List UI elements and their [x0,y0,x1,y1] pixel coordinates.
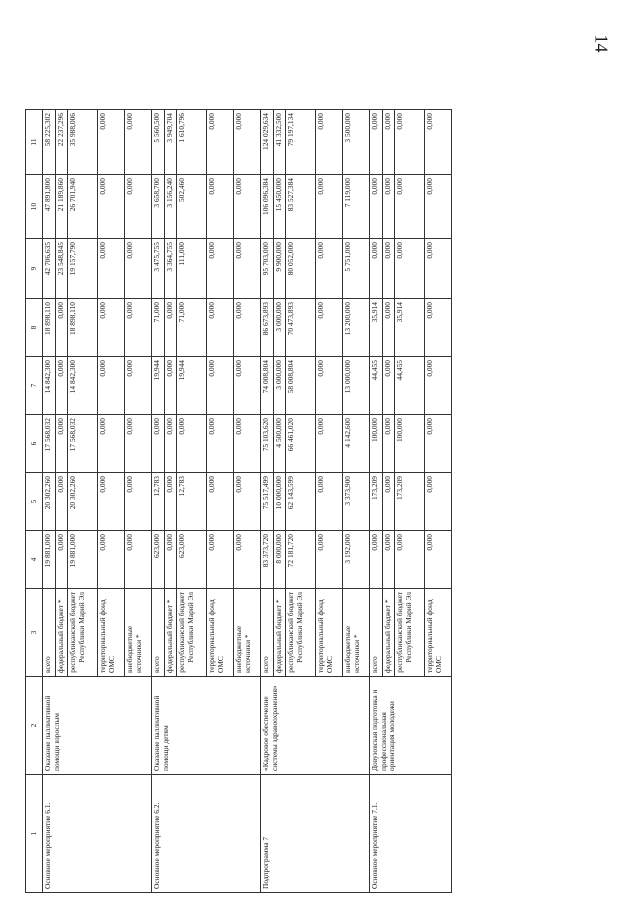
amount-cell: 0,000 [125,175,152,239]
amount-cell: 111,000 [177,239,207,299]
amount-cell: 0,000 [370,110,383,175]
measure-title-cell: Довузовская подготовка и профессиональная ориентация молодежи [370,677,452,775]
amount-cell: 0,000 [316,299,343,357]
amount-cell: 0,000 [425,110,452,175]
amount-cell: 12,783 [152,473,165,531]
amount-cell: 0,000 [234,239,261,299]
amount-cell: 58 225,302 [43,110,56,175]
amount-cell: 83 373,720 [261,531,274,589]
amount-cell: 26 701,940 [68,175,98,239]
amount-cell: 80 052,000 [286,239,316,299]
measure-code-cell: Основное мероприятие 6.1. [43,775,152,893]
column-header: 7 [26,357,43,415]
table-body [43,110,452,893]
funding-source-cell: внебюджетные источники * [125,589,152,677]
amount-cell: 0,000 [165,473,177,531]
funding-source-cell: территориальный фонд ОМС [425,589,452,677]
amount-cell: 100,000 [395,415,425,473]
amount-cell: 173,209 [395,473,425,531]
amount-cell: 0,000 [425,357,452,415]
measure-code-cell: Основное мероприятие 7.1. [370,775,452,893]
amount-cell: 10 000,000 [274,473,286,531]
amount-cell: 502,460 [177,175,207,239]
column-header: 1 [26,775,43,893]
column-header: 10 [26,175,43,239]
funding-source-cell: республиканский бюджет Республики Марий Эл [177,589,207,677]
amount-cell: 35,914 [370,299,383,357]
column-header: 8 [26,299,43,357]
amount-cell: 71,000 [152,299,165,357]
funding-source-cell: внебюджетные источники * [343,589,370,677]
amount-cell: 0,000 [165,299,177,357]
amount-cell: 1 610,796 [177,110,207,175]
amount-cell: 0,000 [370,531,383,589]
funding-source-cell: федеральный бюджет * [383,589,395,677]
amount-cell: 0,000 [395,531,425,589]
amount-cell: 5 751,000 [343,239,370,299]
amount-cell: 0,000 [395,175,425,239]
funding-source-cell: территориальный фонд ОМС [98,589,125,677]
amount-cell: 0,000 [98,175,125,239]
amount-cell: 0,000 [98,239,125,299]
amount-cell: 0,000 [234,110,261,175]
amount-cell: 0,000 [125,357,152,415]
amount-cell: 3 373,900 [343,473,370,531]
amount-cell: 0,000 [56,473,68,531]
amount-cell: 0,000 [177,415,207,473]
header-row [26,110,43,893]
amount-cell: 0,000 [125,531,152,589]
funding-source-cell: республиканский бюджет Республики Марий Эл [68,589,98,677]
amount-cell: 100,000 [370,415,383,473]
amount-cell: 19,944 [177,357,207,415]
amount-cell: 20 302,260 [68,473,98,531]
amount-cell: 19 881,000 [68,531,98,589]
amount-cell: 83 527,384 [286,175,316,239]
amount-cell: 0,000 [98,415,125,473]
amount-cell: 0,000 [395,110,425,175]
amount-cell: 0,000 [165,415,177,473]
column-header: 9 [26,239,43,299]
amount-cell: 47 891,800 [43,175,56,239]
amount-cell: 0,000 [383,531,395,589]
funding-source-cell: внебюджетные источники * [234,589,261,677]
funding-source-cell: территориальный фонд ОМС [207,589,234,677]
amount-cell: 0,000 [370,175,383,239]
amount-cell: 0,000 [234,473,261,531]
amount-cell: 3 475,755 [152,239,165,299]
amount-cell: 18 898,110 [68,299,98,357]
amount-cell: 95 703,000 [261,239,274,299]
amount-cell: 4 500,000 [274,415,286,473]
amount-cell: 17 568,032 [43,415,56,473]
amount-cell: 0,000 [98,110,125,175]
amount-cell: 0,000 [383,473,395,531]
amount-cell: 3 156,240 [165,175,177,239]
amount-cell: 623,000 [152,531,165,589]
amount-cell: 0,000 [98,531,125,589]
amount-cell: 0,000 [234,299,261,357]
amount-cell: 0,000 [316,473,343,531]
column-header: 5 [26,473,43,531]
amount-cell: 124 029,634 [261,110,274,175]
table-row [152,110,165,893]
amount-cell: 19 157,790 [68,239,98,299]
funding-source-cell: территориальный фонд ОМС [316,589,343,677]
amount-cell: 0,000 [125,473,152,531]
funding-source-cell: федеральный бюджет * [56,589,68,677]
amount-cell: 12,783 [177,473,207,531]
amount-cell: 0,000 [207,415,234,473]
funding-source-cell: всего [152,589,165,677]
amount-cell: 3 364,755 [165,239,177,299]
amount-cell: 18 898,110 [43,299,56,357]
amount-cell: 0,000 [383,415,395,473]
column-header: 3 [26,589,43,677]
amount-cell: 66 461,020 [286,415,316,473]
amount-cell: 75 103,620 [261,415,274,473]
table-row [261,110,274,893]
amount-cell: 41 332,500 [274,110,286,175]
amount-cell: 19 881,000 [43,531,56,589]
amount-cell: 13 000,000 [343,357,370,415]
amount-cell: 0,000 [207,357,234,415]
amount-cell: 0,000 [425,473,452,531]
funding-source-cell: федеральный бюджет * [274,589,286,677]
amount-cell: 0,000 [425,415,452,473]
funding-source-cell: федеральный бюджет * [165,589,177,677]
amount-cell: 0,000 [165,357,177,415]
amount-cell: 4 142,600 [343,415,370,473]
amount-cell: 0,000 [234,175,261,239]
measure-title-cell: Оказание паллиативной помощи взрослым [43,677,152,775]
funding-source-cell: всего [261,589,274,677]
amount-cell: 71,000 [177,299,207,357]
amount-cell: 19,944 [152,357,165,415]
amount-cell: 0,000 [316,415,343,473]
amount-cell: 0,000 [383,239,395,299]
amount-cell: 0,000 [125,239,152,299]
amount-cell: 74 008,804 [261,357,274,415]
amount-cell: 75 517,499 [261,473,274,531]
amount-cell: 86 673,893 [261,299,274,357]
amount-cell: 35 988,006 [68,110,98,175]
amount-cell: 0,000 [207,175,234,239]
amount-cell: 0,000 [370,239,383,299]
amount-cell: 0,000 [98,357,125,415]
amount-cell: 0,000 [125,299,152,357]
amount-cell: 0,000 [207,239,234,299]
column-header: 4 [26,531,43,589]
amount-cell: 0,000 [165,531,177,589]
amount-cell: 0,000 [316,357,343,415]
funding-source-cell: всего [370,589,383,677]
amount-cell: 0,000 [425,175,452,239]
amount-cell: 0,000 [425,299,452,357]
amount-cell: 9 900,000 [274,239,286,299]
amount-cell: 0,000 [234,531,261,589]
amount-cell: 58 008,804 [286,357,316,415]
amount-cell: 14 842,300 [68,357,98,415]
amount-cell: 5 560,500 [152,110,165,175]
measure-title-cell: «Кадровое обеспечение системы здравоохранения» [261,677,370,775]
amount-cell: 0,000 [395,239,425,299]
amount-cell: 3 658,700 [152,175,165,239]
funding-source-cell: всего [43,589,56,677]
amount-cell: 62 143,599 [286,473,316,531]
amount-cell: 0,000 [425,239,452,299]
amount-cell: 106 096,384 [261,175,274,239]
amount-cell: 35,914 [395,299,425,357]
amount-cell: 44,455 [370,357,383,415]
amount-cell: 173,209 [370,473,383,531]
amount-cell: 20 302,260 [43,473,56,531]
amount-cell: 17 568,032 [68,415,98,473]
amount-cell: 3 000,000 [274,299,286,357]
amount-cell: 3 949,704 [165,110,177,175]
amount-cell: 3 000,000 [274,357,286,415]
amount-cell: 0,000 [207,110,234,175]
amount-cell: 0,000 [98,473,125,531]
amount-cell: 14 842,300 [43,357,56,415]
amount-cell: 0,000 [383,357,395,415]
funding-source-cell: республиканский бюджет Республики Марий Эл [395,589,425,677]
amount-cell: 0,000 [125,415,152,473]
amount-cell: 7 119,000 [343,175,370,239]
amount-cell: 8 000,000 [274,531,286,589]
measure-code-cell: Основное мероприятие 6.2. [152,775,261,893]
amount-cell: 0,000 [207,531,234,589]
amount-cell: 0,000 [425,531,452,589]
page-number: 14 [591,34,612,53]
amount-cell: 0,000 [56,357,68,415]
amount-cell: 0,000 [316,531,343,589]
amount-cell: 21 189,860 [56,175,68,239]
amount-cell: 0,000 [56,415,68,473]
amount-cell: 13 200,000 [343,299,370,357]
amount-cell: 0,000 [383,175,395,239]
amount-cell: 70 473,893 [286,299,316,357]
table-row [370,110,383,893]
amount-cell: 0,000 [207,299,234,357]
amount-cell: 623,000 [177,531,207,589]
amount-cell: 0,000 [316,239,343,299]
amount-cell: 22 237,296 [56,110,68,175]
amount-cell: 0,000 [56,299,68,357]
amount-cell: 44,455 [395,357,425,415]
funding-source-cell: республиканский бюджет Республики Марий Эл [286,589,316,677]
amount-cell: 0,000 [234,415,261,473]
column-header: 6 [26,415,43,473]
amount-cell: 0,000 [383,299,395,357]
amount-cell: 3 500,000 [343,110,370,175]
amount-cell: 0,000 [207,473,234,531]
amount-cell: 79 197,134 [286,110,316,175]
amount-cell: 0,000 [152,415,165,473]
amount-cell: 0,000 [125,110,152,175]
amount-cell: 42 706,635 [43,239,56,299]
amount-cell: 0,000 [316,175,343,239]
amount-cell: 0,000 [383,110,395,175]
amount-cell: 0,000 [316,110,343,175]
amount-cell: 0,000 [234,357,261,415]
amount-cell: 0,000 [56,531,68,589]
amount-cell: 15 450,000 [274,175,286,239]
table-row [43,110,56,893]
budget-table [25,109,452,893]
amount-cell: 23 548,845 [56,239,68,299]
column-header: 2 [26,677,43,775]
amount-cell: 0,000 [98,299,125,357]
measure-title-cell: Оказание паллиативной помощи детям [152,677,261,775]
amount-cell: 72 181,720 [286,531,316,589]
column-header: 11 [26,110,43,175]
measure-code-cell: Подпрограмма 7 [261,775,370,893]
amount-cell: 3 192,000 [343,531,370,589]
